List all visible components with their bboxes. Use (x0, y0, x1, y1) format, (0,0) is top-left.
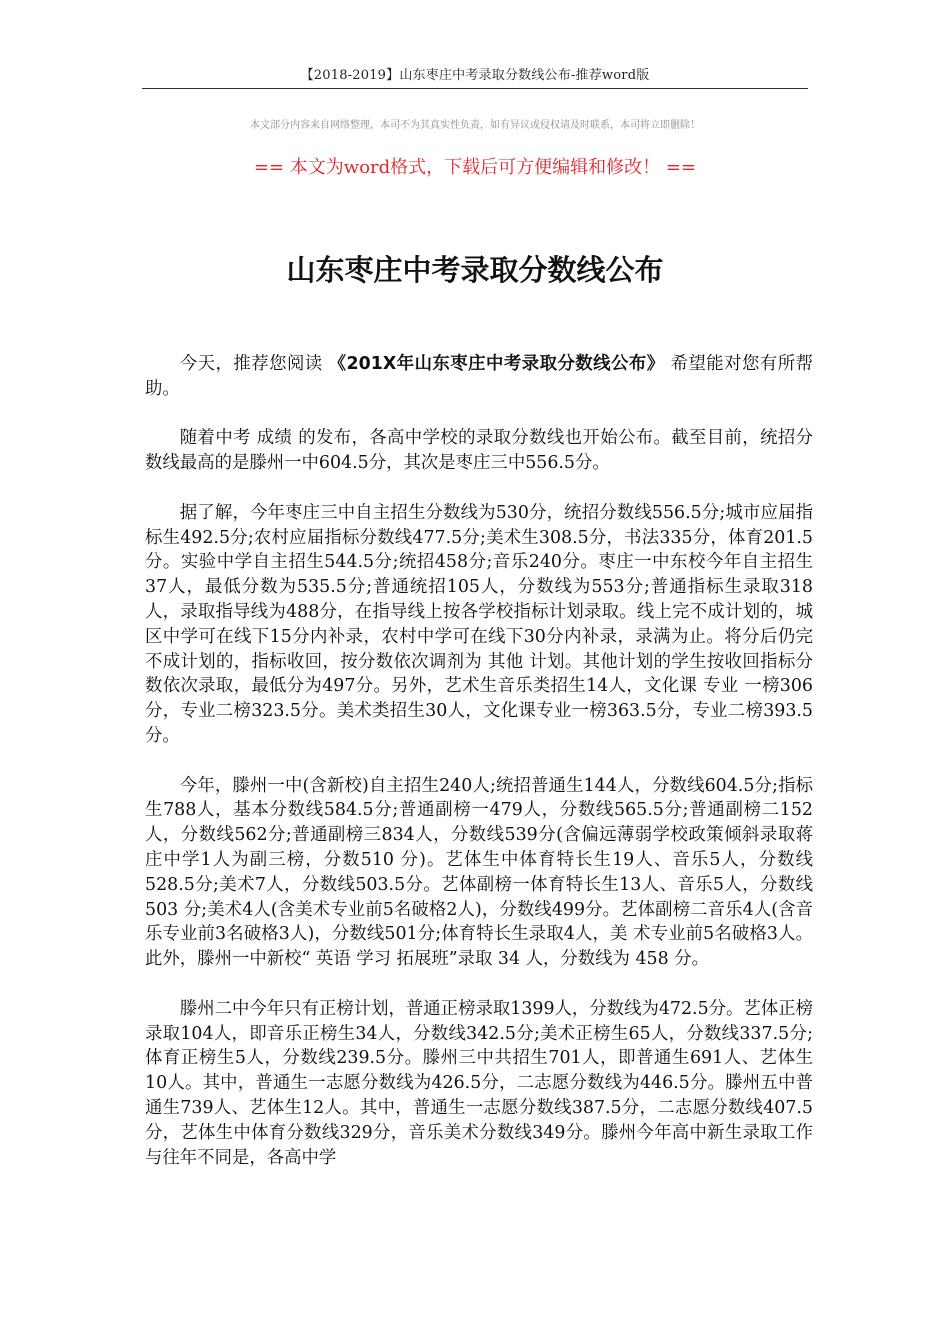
paragraph-intro (145, 352, 813, 402)
header-divider (142, 88, 808, 89)
format-notice: == 本文为word格式，下载后可方便编辑和修改！ == (253, 157, 697, 178)
intro-text-after: 希望能对您有所帮助。 (145, 354, 813, 399)
intro-text-before: 今天，推荐您阅读 (179, 354, 329, 374)
disclaimer-text: 本文部分内容来自网络整理，本司不为其真实性负责，如有异议或侵权请及时联系，本司将立即删除！ (250, 120, 700, 131)
paragraph-2: 随着中考 成绩 的发布，各高中学校的录取分数线也开始公布。截至目前，统招分数线最高的是滕州一中604.5分，其次是枣庄三中556.5分。 (145, 428, 813, 474)
document-title: 山东枣庄中考录取分数线公布 (286, 253, 664, 287)
paragraph-3: 据了解，今年枣庄三中自主招生分数线为530分，统招分数线556.5分;城市应届指标生492.5分;农村应届指标分数线477.5分;美术生308.5分，书法335分，体育201.5分。实验中学自主招生544.5分;统招458分;音乐240分。枣庄一中东校今年自主招生37人，最低分数为535.5分;普通统招105人，分数线为553分;普通指标生录取318人，录取指导线为488分，在指导线上按各学校指标计划录取。线上完不成计划的，城区中学可在线下15分内补录，农村中学可在线下30分内补录，录满为止。将分后仍完不成计划的，指标收回，按分数依次调剂为 其他 计划。其他计划的学生按收回指标分数依次录取，最低分为497分。另外，艺术生音乐类招生14人，文化课 专业 一榜306分，专业二榜323.5分。美术类招生30人，文化课专业一榜363.5分，专业二榜393.5分。 (145, 502, 813, 746)
intro-article-title: 《201X年山东枣庄中考录取分数线公布》 (328, 354, 665, 374)
paragraph-5: 滕州二中今年只有正榜计划，普通正榜录取1399人，分数线为472.5分。艺体正榜录取104人，即音乐正榜生34人，分数线342.5分;美术正榜生65人，分数线337.5分;体育正榜生5人，分数线239.5分。滕州三中共招生701人，即普通生691人、艺体生10人。其中，普通生一志愿分数线为426.5分，二志愿分数线为446.5分。滕州五中普通生739人、艺体生12人。其中，普通生一志愿分数线387.5分，二志愿分数线407.5分，艺体生中体育分数线329分，音乐美术分数线349分。滕州今年高中新生录取工作与往年不同是，各高中学 (145, 998, 813, 1168)
document-body (145, 352, 813, 1195)
running-header: 【2018-2019】山东枣庄中考录取分数线公布-推荐word版 (300, 68, 650, 83)
paragraph-4: 今年，滕州一中(含新校)自主招生240人;统招普通生144人，分数线604.5分;指标生788人，基本分数线584.5分;普通副榜一479人，分数线565.5分;普通副榜二152人，分数线562分;普通副榜三834人，分数线539分(含偏远薄弱学校政策倾斜录取蒋庄中学1人为副三榜，分数510 分)。艺体生中体育特长生19人、音乐5人，分数线528.5分;美术7人，分数线503.5分。艺体副榜一体育特长生13人、音乐5人，分数线503 分;美术4人(含美术专业前5名破格2人)，分数线499分。艺体副榜二音乐4人(含音乐专业前3名破格3人)，分数线501分;体育特长生录取4人，美 术专业前5名破格3人。此外，滕州一中新校“ 英语 学习 拓展班”录取 34 人，分数线为 458 分。 (145, 775, 813, 970)
